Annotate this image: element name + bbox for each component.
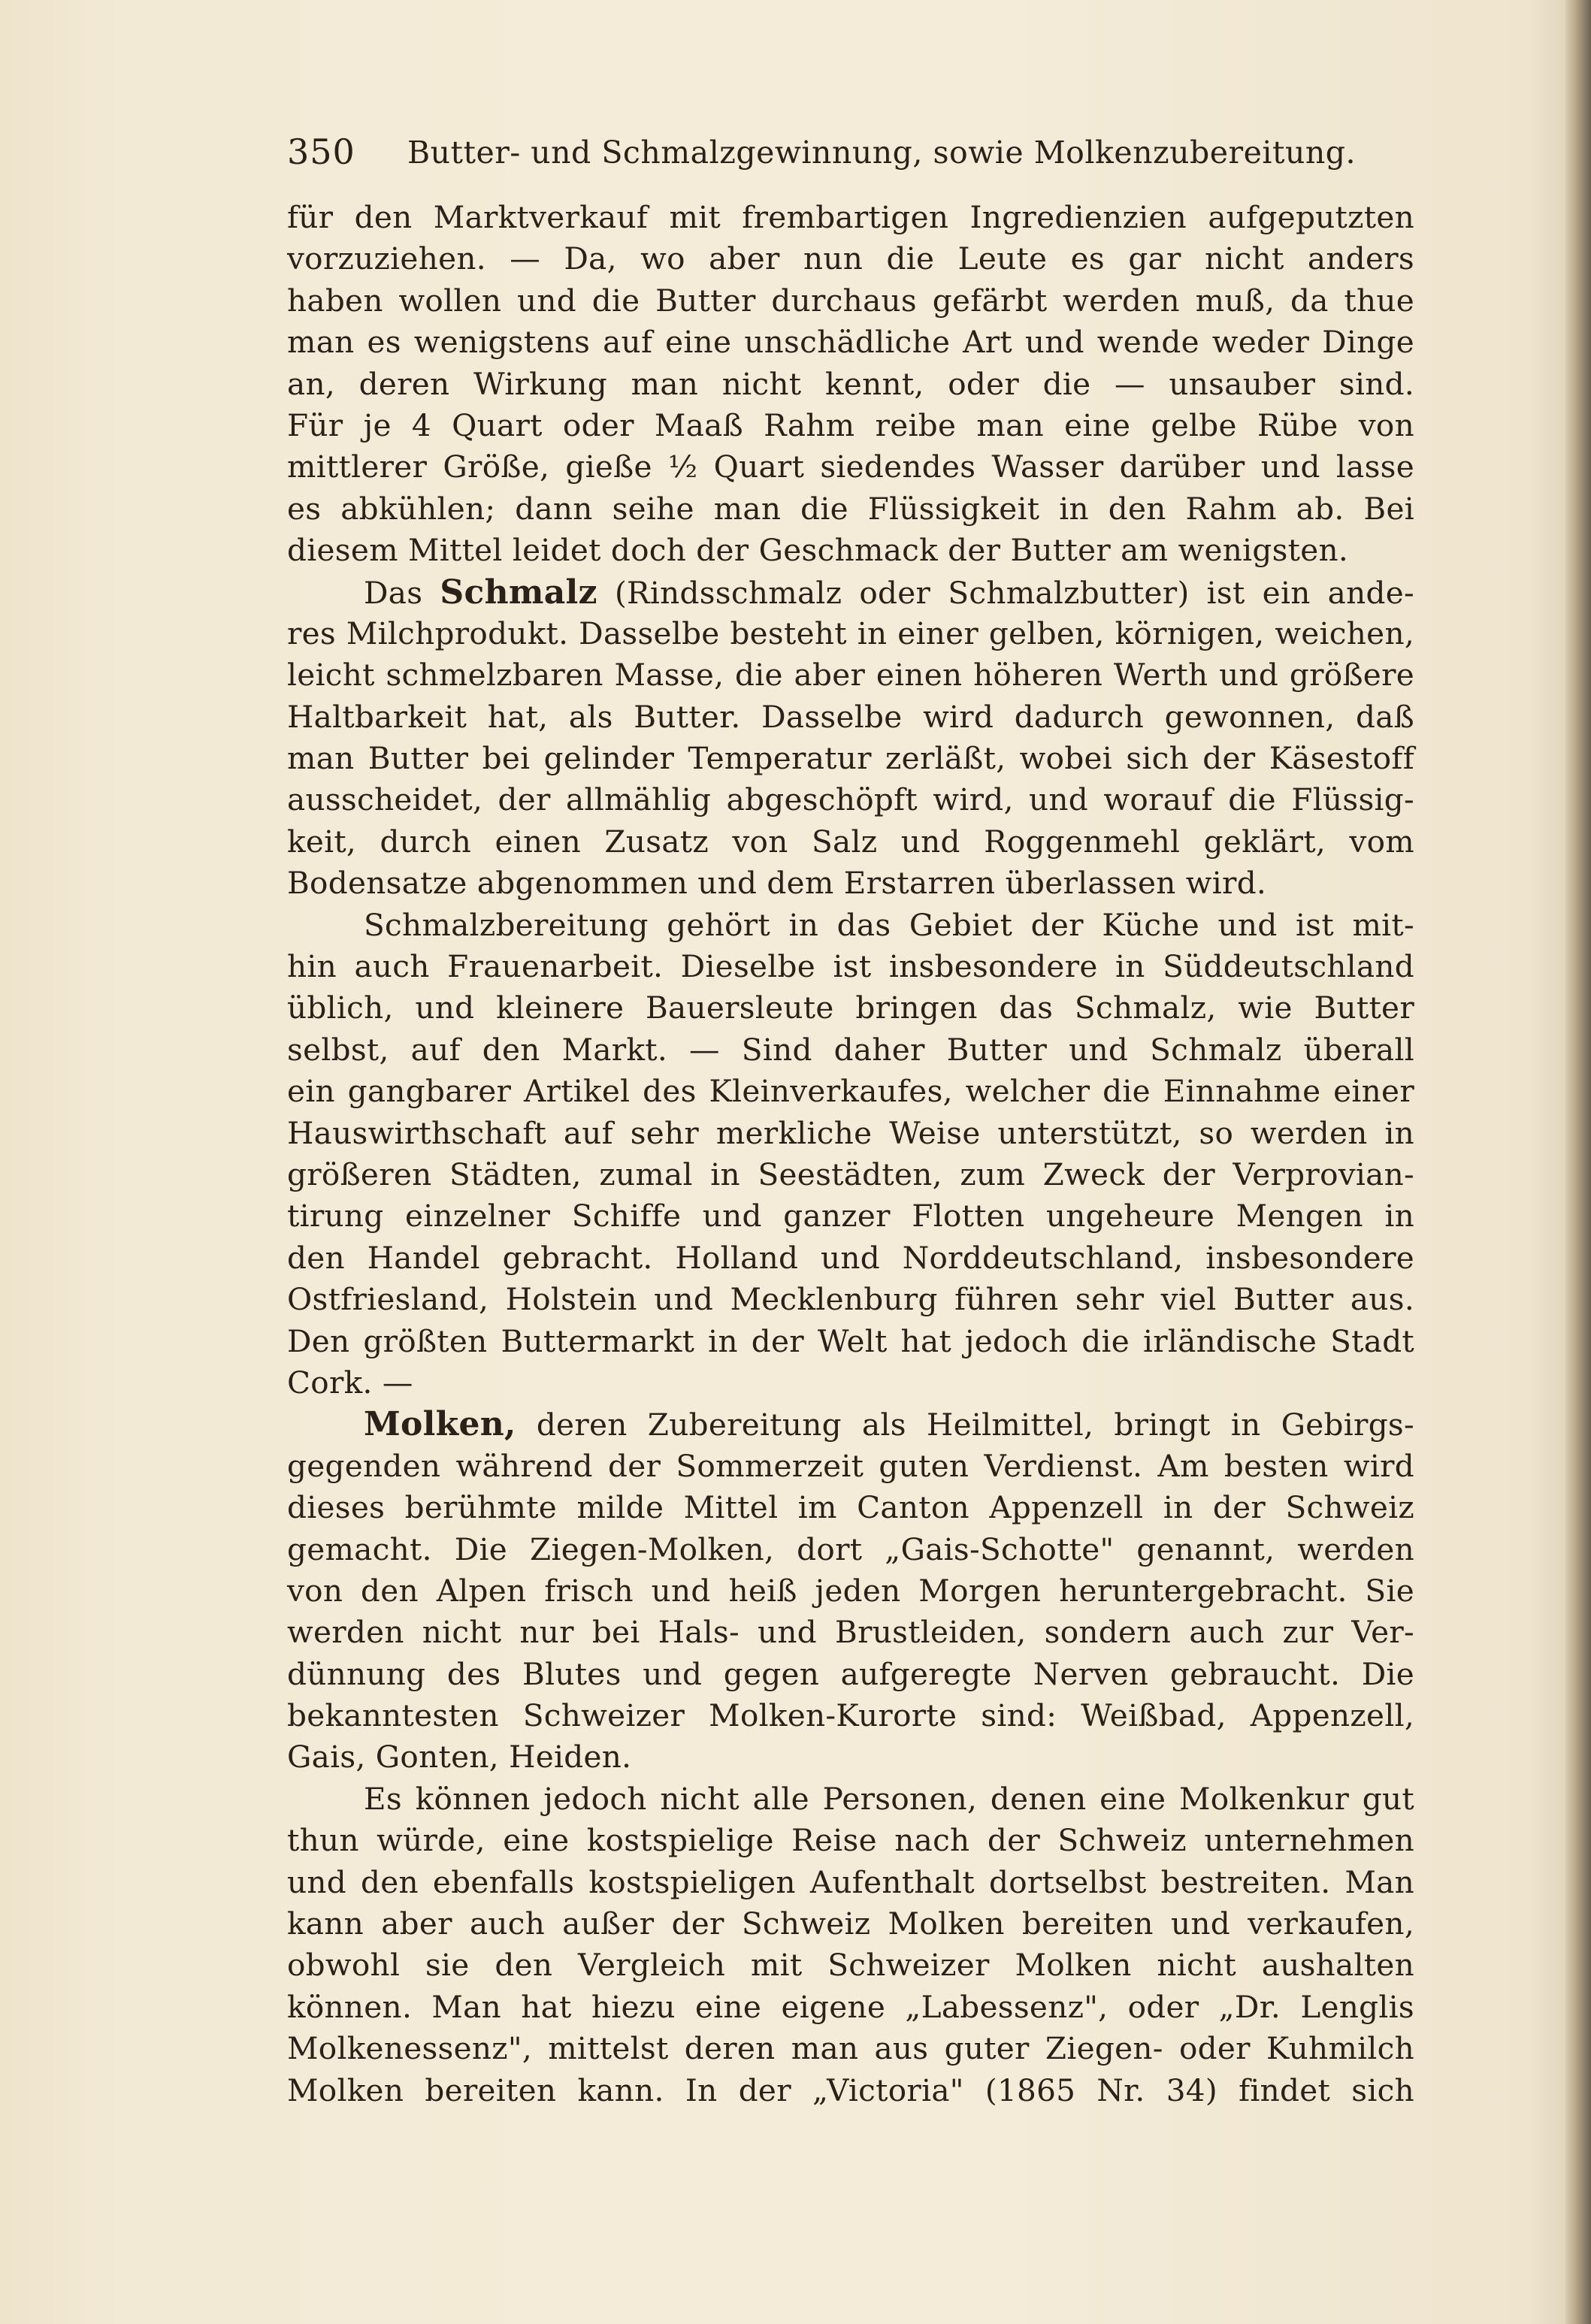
text-line: größeren Städten, zumal in Seestädten, zum Zweck der Verprovian-: [287, 1156, 1414, 1192]
text-line: gemacht. Die Ziegen-Molken, dort „Gais-Schotte" genannt, werden: [287, 1531, 1414, 1567]
text-line: thun würde, eine kostspielige Reise nach der Schweiz unternehmen: [287, 1822, 1414, 1859]
text-line: dünnung des Blutes und gegen aufgeregte Nerven gebraucht. Die: [287, 1655, 1414, 1692]
text-line: [287, 572, 1414, 613]
running-head: Butter- und Schmalzgewinnung, sowie Molkenzubereitung.: [407, 134, 1357, 171]
page-header: [287, 131, 1357, 184]
text-line: mittlerer Größe, gieße ½ Quart siedendes Wasser darüber und lasse: [287, 449, 1414, 485]
body-text: [287, 197, 1414, 2111]
text-line: den Handel gebracht. Holland und Norddeutschland, insbesondere: [287, 1239, 1414, 1276]
text-line: werden nicht nur bei Hals- und Brustleiden, sondern auch zur Ver-: [287, 1614, 1414, 1651]
text-line: Schmalzbereitung gehört in das Gebiet der Küche und ist mit-: [364, 906, 1414, 943]
text-line: ausscheidet, der allmählig abgeschöpft wird, und worauf die Flüssig-: [287, 781, 1414, 818]
keyword-schmalz: Schmalz: [440, 573, 597, 612]
text-line: Es können jedoch nicht alle Personen, denen eine Molkenkur gut: [364, 1780, 1414, 1817]
page-number: 350: [287, 131, 355, 172]
text-line: bekanntesten Schweizer Molken-Kurorte sind: Weißbad, Appenzell,: [287, 1697, 1414, 1734]
text-line: an, deren Wirkung man nicht kennt, oder die — unsauber sind.: [287, 365, 1414, 402]
keyword-molken: Molken,: [364, 1405, 516, 1444]
text-line: selbst, auf den Markt. — Sind daher Butter und Schmalz überall: [287, 1031, 1414, 1068]
text-line: man es wenigstens auf eine unschädliche Art und wende weder Dinge: [287, 324, 1414, 361]
text-line: res Milchprodukt. Dasselbe besteht in einer gelben, körnigen, weichen,: [287, 615, 1414, 651]
paragraph: [287, 197, 1414, 572]
text-line: können. Man hat hiezu eine eigene „Labessenz", oder „Dr. Lenglis: [287, 1988, 1414, 2025]
text-line: leicht schmelzbaren Masse, die aber einen höheren Werth und größere: [287, 657, 1414, 694]
text-line: üblich, und kleinere Bauersleute bringen das Schmalz, wie Butter: [287, 990, 1414, 1026]
text-line: Cork. —: [287, 1364, 413, 1401]
text-line: und den ebenfalls kostspieligen Aufenthalt dortselbst bestreiten. Man: [287, 1863, 1414, 1900]
line-rest: deren Zubereitung als Heilmittel, bringt in Gebirgs-: [516, 1407, 1414, 1443]
page-binding-edge: [1565, 0, 1591, 2324]
line-rest: (Rindsschmalz oder Schmalzbutter) ist ein ande-: [597, 574, 1414, 611]
text-line: Haltbarkeit hat, als Butter. Dasselbe wird dadurch gewonnen, daß: [287, 698, 1414, 735]
text-line: [287, 1404, 1414, 1445]
text-line: für den Marktverkauf mit frembartigen Ingredienzien aufgeputzten: [287, 199, 1414, 235]
text-line: gegenden während der Sommerzeit guten Verdienst. Am besten wird: [287, 1447, 1414, 1484]
text-line: Molken bereiten kann. In der „Victoria" (1865 Nr. 34) findet sich: [287, 2072, 1414, 2108]
text-line: Ostfriesland, Holstein und Mecklenburg führen sehr viel Butter aus.: [287, 1281, 1414, 1318]
text-line: tirung einzelner Schiffe und ganzer Flotten ungeheure Mengen in: [287, 1198, 1414, 1235]
text-line: Gais, Gonten, Heiden.: [287, 1739, 632, 1775]
text-line: Molkenessenz", mittelst deren man aus guter Ziegen- oder Kuhmilch: [287, 2030, 1414, 2067]
text-line: keit, durch einen Zusatz von Salz und Roggenmehl geklärt, vom: [287, 823, 1414, 860]
text-line: haben wollen und die Butter durchaus gefärbt werden muß, da thue: [287, 282, 1414, 319]
text-line: vorzuziehen. — Da, wo aber nun die Leute es gar nicht anders: [287, 240, 1414, 277]
paragraph-lead: Das: [364, 574, 440, 611]
text-line: man Butter bei gelinder Temperatur zerläßt, wobei sich der Käsestoff: [287, 740, 1414, 777]
text-line: ein gangbarer Artikel des Kleinverkaufes, welcher die Einnahme einer: [287, 1073, 1414, 1110]
text-line: von den Alpen frisch und heiß jeden Morgen heruntergebracht. Sie: [287, 1572, 1414, 1609]
paragraph: [287, 1404, 1414, 1779]
text-line: Hauswirthschaft auf sehr merkliche Weise unterstützt, so werden in: [287, 1114, 1414, 1151]
text-line: diesem Mittel leidet doch der Geschmack der Butter am wenigsten.: [287, 532, 1349, 569]
paragraph: [287, 572, 1414, 905]
paragraph: [287, 1779, 1414, 2111]
text-line: kann aber auch außer der Schweiz Molken bereiten und verkaufen,: [287, 1905, 1414, 1942]
text-line: Den größten Buttermarkt in der Welt hat jedoch die irländische Stadt: [287, 1322, 1414, 1359]
text-line: dieses berühmte milde Mittel im Canton Appenzell in der Schweiz: [287, 1489, 1414, 1526]
text-line: Für je 4 Quart oder Maaß Rahm reibe man eine gelbe Rübe von: [287, 406, 1414, 443]
text-line: es abkühlen; dann seihe man die Flüssigkeit in den Rahm ab. Bei: [287, 490, 1414, 527]
text-line: hin auch Frauenarbeit. Dieselbe ist insbesondere in Süddeutschland: [287, 948, 1414, 985]
text-line: Bodensatze abgenommen und dem Erstarren überlassen wird.: [287, 865, 1267, 902]
text-line: obwohl sie den Vergleich mit Schweizer Molken nicht aushalten: [287, 1947, 1414, 1984]
paragraph: [287, 905, 1414, 1404]
